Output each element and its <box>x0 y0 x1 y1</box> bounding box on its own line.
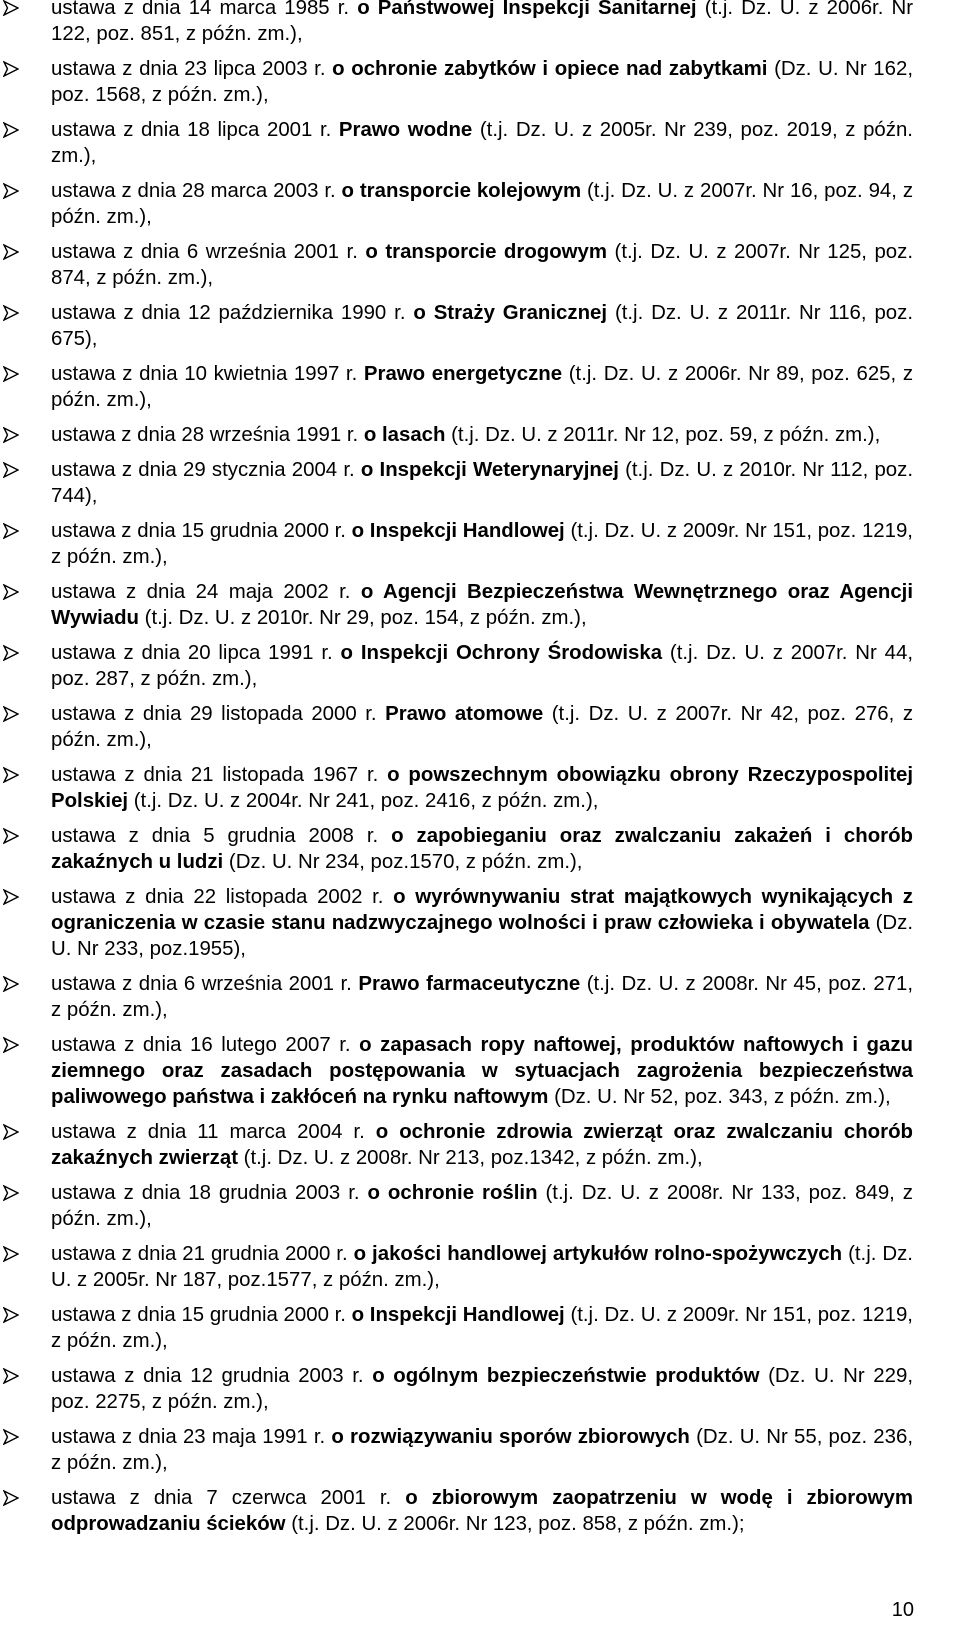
list-item <box>0 361 960 413</box>
list-item <box>0 300 960 352</box>
law-title: o ochronie zabytków i opiece nad zabytkami <box>332 58 768 80</box>
law-reference: (t.j. Dz. U. z 2010r. Nr 112, poz. 744), <box>51 459 913 507</box>
law-reference: (t.j. Dz. U. z 2005r. Nr 187, poz.1577, z późn. zm.), <box>51 1243 913 1291</box>
arrowhead-bullet-icon <box>3 1246 19 1262</box>
law-date: ustawa z dnia 6 września 2001 r. <box>51 241 358 263</box>
law-title: o Inspekcji Weterynaryjnej <box>360 459 619 481</box>
law-reference: (Dz. U. Nr 55, poz. 236, z późn. zm.), <box>51 1426 913 1474</box>
arrowhead-bullet-icon <box>3 706 19 722</box>
arrowhead-bullet-icon <box>3 366 19 382</box>
law-reference: (t.j. Dz. U. z 2005r. Nr 239, poz. 2019, z późn. zm.), <box>51 119 913 167</box>
law-reference: (t.j. Dz. U. z 2007r. Nr 42, poz. 276, z późn. zm.), <box>51 703 914 751</box>
law-title: o wyrównywaniu strat majątkowych wynikających z ograniczenia w czasie stanu nadzwyczajnego wolności i praw człowieka i obywatela <box>51 886 913 934</box>
arrowhead-bullet-icon <box>3 1490 19 1506</box>
list-item <box>0 762 960 814</box>
law-date: ustawa z dnia 20 lipca 1991 r. <box>51 642 333 664</box>
arrowhead-bullet-icon <box>3 584 19 600</box>
arrowhead-bullet-icon <box>3 462 19 478</box>
law-date: ustawa z dnia 12 października 1990 r. <box>51 302 406 324</box>
arrowhead-bullet-icon <box>3 828 19 844</box>
list-item <box>0 178 960 230</box>
law-reference: (t.j. Dz. U. z 2009r. Nr 151, poz. 1219, z późn. zm.), <box>51 1304 913 1352</box>
law-date: ustawa z dnia 29 stycznia 2004 r. <box>51 459 355 481</box>
law-title: Prawo energetyczne <box>363 363 563 385</box>
law-reference: (t.j. Dz. U. z 2008r. Nr 45, poz. 271, z późn. zm.), <box>51 973 913 1021</box>
law-title: o ochronie zdrowia zwierząt oraz zwalczaniu chorób zakaźnych zwierząt <box>51 1121 913 1169</box>
law-title: o zapobieganiu oraz zwalczaniu zakażeń i chorób zakaźnych u ludzi <box>51 825 914 873</box>
law-date: ustawa z dnia 16 lutego 2007 r. <box>51 1034 351 1056</box>
arrowhead-bullet-icon <box>3 1429 19 1445</box>
list-item <box>0 884 960 962</box>
arrowhead-bullet-icon <box>3 61 19 77</box>
law-date: ustawa z dnia 28 września 1991 r. <box>51 424 359 446</box>
list-item <box>0 518 960 570</box>
law-title: Prawo atomowe <box>385 703 544 725</box>
arrowhead-bullet-icon <box>3 1185 19 1201</box>
law-reference: (t.j. Dz. U. z 2006r. Nr 122, poz. 851, z późn. zm.), <box>51 0 913 45</box>
law-date: ustawa z dnia 14 marca 1985 r. <box>51 0 350 19</box>
law-date: ustawa z dnia 28 marca 2003 r. <box>51 180 336 202</box>
law-title: o rozwiązywaniu sporów zbiorowych <box>331 1426 690 1448</box>
list-item <box>0 579 960 631</box>
list-item <box>0 1180 960 1232</box>
law-date: ustawa z dnia 21 grudnia 2000 r. <box>51 1243 348 1265</box>
law-date: ustawa z dnia 18 lipca 2001 r. <box>51 119 332 141</box>
list-item <box>0 1032 960 1110</box>
list-item <box>0 0 960 47</box>
law-title: Prawo farmaceutyczne <box>358 973 581 995</box>
arrowhead-bullet-icon <box>3 1368 19 1384</box>
law-title: o ogólnym bezpieczeństwie produktów <box>372 1365 760 1387</box>
law-reference: (t.j. Dz. U. z 2007r. Nr 16, poz. 94, z późn. zm.), <box>51 180 914 228</box>
list-item <box>0 1424 960 1476</box>
arrowhead-bullet-icon <box>3 1124 19 1140</box>
law-reference: (Dz. U. Nr 234, poz.1570, z późn. zm.), <box>228 851 583 873</box>
law-date: ustawa z dnia 22 listopada 2002 r. <box>51 886 384 908</box>
law-date: ustawa z dnia 24 maja 2002 r. <box>51 581 351 603</box>
law-title: o lasach <box>363 424 446 446</box>
law-date: ustawa z dnia 11 marca 2004 r. <box>51 1121 365 1143</box>
law-reference: (t.j. Dz. U. z 2010r. Nr 29, poz. 154, z późn. zm.), <box>144 607 587 629</box>
arrowhead-bullet-icon <box>3 1307 19 1323</box>
page-number: 10 <box>891 1599 914 1621</box>
law-title: o transporcie drogowym <box>365 241 608 263</box>
list-item <box>0 239 960 291</box>
law-reference: (t.j. Dz. U. z 2008r. Nr 133, poz. 849, z późn. zm.), <box>51 1182 913 1230</box>
law-title: o Państwowej Inspekcji Sanitarnej <box>357 0 697 19</box>
law-date: ustawa z dnia 29 listopada 2000 r. <box>51 703 377 725</box>
law-reference: (t.j. Dz. U. z 2007r. Nr 44, poz. 287, z późn. zm.), <box>51 642 913 690</box>
arrowhead-bullet-icon <box>3 976 19 992</box>
law-date: ustawa z dnia 5 grudnia 2008 r. <box>51 825 379 847</box>
law-reference: (Dz. U. Nr 233, poz.1955), <box>51 912 913 960</box>
law-reference: (t.j. Dz. U. z 2004r. Nr 241, poz. 2416, z późn. zm.), <box>133 790 599 812</box>
arrowhead-bullet-icon <box>3 645 19 661</box>
list-item <box>0 701 960 753</box>
law-reference: (t.j. Dz. U. z 2008r. Nr 213, poz.1342, z późn. zm.), <box>243 1147 703 1169</box>
law-reference: (t.j. Dz. U. z 2007r. Nr 125, poz. 874, z późn. zm.), <box>51 241 913 289</box>
law-date: ustawa z dnia 12 grudnia 2003 r. <box>51 1365 364 1387</box>
arrowhead-bullet-icon <box>3 122 19 138</box>
law-title: o Inspekcji Ochrony Środowiska <box>340 642 663 664</box>
law-date: ustawa z dnia 23 maja 1991 r. <box>51 1426 326 1448</box>
law-title: o jakości handlowej artykułów rolno-spożywczych <box>353 1243 843 1265</box>
law-date: ustawa z dnia 18 grudnia 2003 r. <box>51 1182 360 1204</box>
list-item <box>0 1485 960 1537</box>
law-reference: (Dz. U. Nr 229, poz. 2275, z późn. zm.), <box>51 1365 913 1413</box>
arrowhead-bullet-icon <box>3 427 19 443</box>
law-reference: (t.j. Dz. U. z 2006r. Nr 123, poz. 858, z późn. zm.); <box>291 1513 745 1535</box>
law-reference: (t.j. Dz. U. z 2006r. Nr 89, poz. 625, z późn. zm.), <box>51 363 914 411</box>
law-date: ustawa z dnia 6 września 2001 r. <box>51 973 352 995</box>
list-item <box>0 640 960 692</box>
arrowhead-bullet-icon <box>3 1037 19 1053</box>
list-item <box>0 56 960 108</box>
law-date: ustawa z dnia 15 grudnia 2000 r. <box>51 1304 346 1326</box>
law-title: o Straży Granicznej <box>413 302 608 324</box>
list-item <box>0 1302 960 1354</box>
arrowhead-bullet-icon <box>3 523 19 539</box>
law-reference: (Dz. U. Nr 52, poz. 343, z późn. zm.), <box>554 1086 891 1108</box>
list-item <box>0 457 960 509</box>
law-date: ustawa z dnia 21 listopada 1967 r. <box>51 764 379 786</box>
list-item <box>0 1241 960 1293</box>
law-date: ustawa z dnia 10 kwietnia 1997 r. <box>51 363 358 385</box>
list-item <box>0 422 960 448</box>
law-title: o Agencji Bezpieczeństwa Wewnętrznego oraz Agencji Wywiadu <box>51 581 913 629</box>
law-title: o Inspekcji Handlowej <box>351 520 565 542</box>
law-title: o Inspekcji Handlowej <box>351 1304 565 1326</box>
list-item <box>0 971 960 1023</box>
arrowhead-bullet-icon <box>3 889 19 905</box>
law-title: o zapasach ropy naftowej, produktów naftowych i gazu ziemnego oraz zasadach postępowania w sytuacjach zagrożenia bezpieczeństwa paliwowego państwa i zakłóceń na rynku naftowym <box>51 1034 913 1108</box>
list-item <box>0 117 960 169</box>
law-title: Prawo wodne <box>338 119 473 141</box>
list-item <box>0 823 960 875</box>
law-reference: (t.j. Dz. U. z 2009r. Nr 151, poz. 1219, z późn. zm.), <box>51 520 913 568</box>
law-reference: (Dz. U. Nr 162, poz. 1568, z późn. zm.), <box>51 58 913 106</box>
law-date: ustawa z dnia 15 grudnia 2000 r. <box>51 520 346 542</box>
arrowhead-bullet-icon <box>3 244 19 260</box>
law-reference: (t.j. Dz. U. z 2011r. Nr 12, poz. 59, z późn. zm.), <box>451 424 881 446</box>
law-title: o powszechnym obowiązku obrony Rzeczypospolitej Polskiej <box>51 764 913 812</box>
law-reference: (t.j. Dz. U. z 2011r. Nr 116, poz. 675), <box>51 302 913 350</box>
arrowhead-bullet-icon <box>3 305 19 321</box>
arrowhead-bullet-icon <box>3 0 19 16</box>
law-title: o ochronie roślin <box>367 1182 538 1204</box>
law-title: o transporcie kolejowym <box>341 180 582 202</box>
law-date: ustawa z dnia 23 lipca 2003 r. <box>51 58 326 80</box>
list-item <box>0 1119 960 1171</box>
list-item <box>0 1363 960 1415</box>
law-date: ustawa z dnia 7 czerwca 2001 r. <box>51 1487 392 1509</box>
law-title: o zbiorowym zaopatrzeniu w wodę i zbiorowym odprowadzaniu ścieków <box>51 1487 913 1535</box>
arrowhead-bullet-icon <box>3 767 19 783</box>
arrowhead-bullet-icon <box>3 183 19 199</box>
